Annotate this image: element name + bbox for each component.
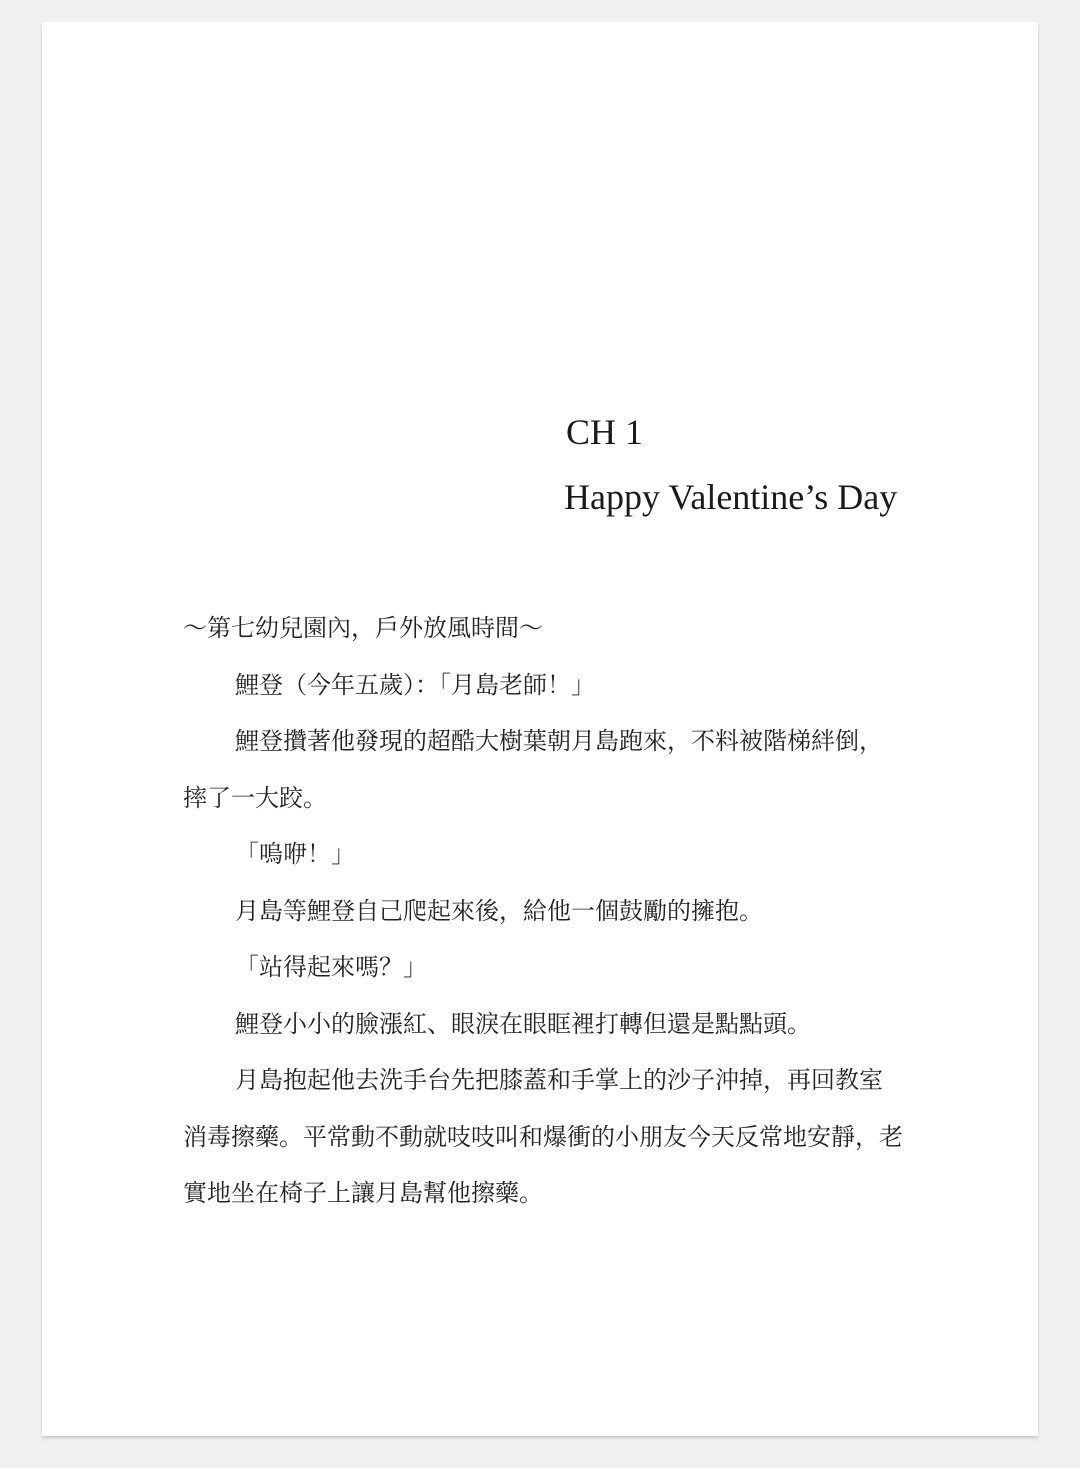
paragraph: 月島等鯉登自己爬起來後，給他一個鼓勵的擁抱。 <box>235 896 763 925</box>
paragraph: 「站得起來嗎？」 <box>235 953 427 981</box>
paragraph: 鯉登小小的臉漲紅、眼淚在眼眶裡打轉但還是點點頭。 <box>235 1009 811 1038</box>
chapter-title: Happy Valentine’s Day <box>564 477 898 517</box>
scene-heading: ～第七幼兒園內，戶外放風時間～ <box>183 614 543 642</box>
paragraph: 月島抱起他去洗手台先把膝蓋和手掌上的沙子沖掉，再回教室消毒擦藥。平常動不動就吱吱叫和爆衝的小朋友今天反常地安靜，老實地坐在椅子上讓月島幫他擦藥。 <box>183 1066 903 1207</box>
story-body <box>183 600 903 1222</box>
chapter-number: CH 1 <box>566 412 644 452</box>
paragraph: 「嗚咿！」 <box>235 840 355 868</box>
paragraph: 鯉登攢著他發現的超酷大樹葉朝月島跑來，不料被階梯絆倒，摔了一大跤。 <box>183 727 883 812</box>
document-page <box>42 22 1038 1436</box>
paragraph: 鯉登（今年五歲）：「月島老師！」 <box>235 670 595 699</box>
